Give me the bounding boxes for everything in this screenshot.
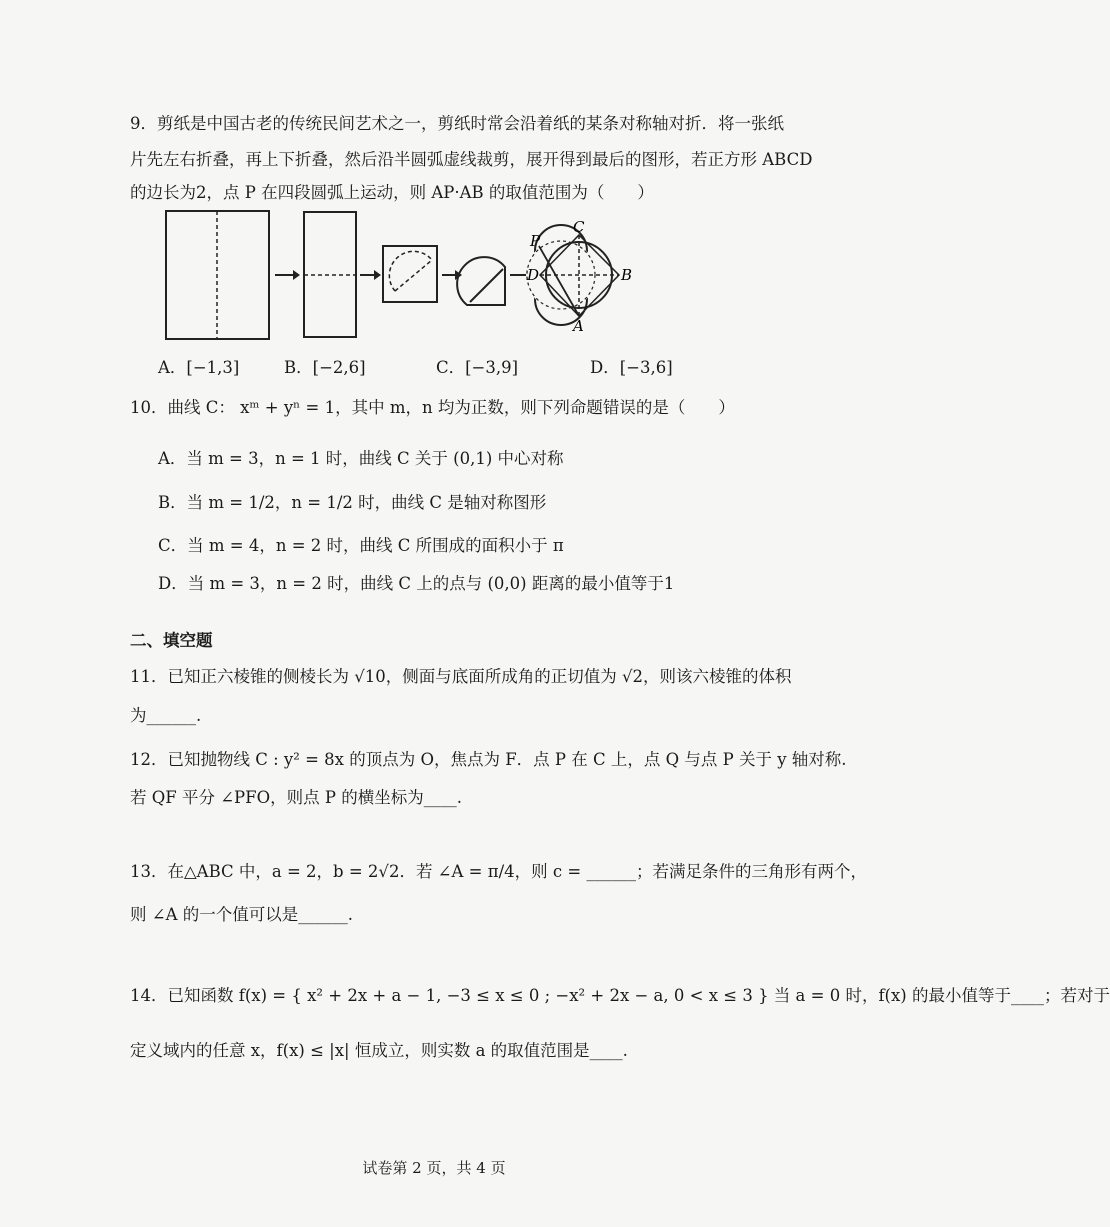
q14-line-1: 14．已知函数 f(x) = { x² + 2x + a − 1, −3 ≤ x ≤ 0 ; −x² + 2x − a, 0 < x ≤ 3 } 当 a = 0 时，f(x) 的最小值等于____；若对于: [130, 986, 1110, 1005]
q13-line-2: 则 ∠A 的一个值可以是______.: [130, 905, 353, 924]
q12-line-1: 12．已知抛物线 C : y² = 8x 的顶点为 O，焦点为 F．点 P 在 C 上，点 Q 与点 P 关于 y 轴对称.: [130, 750, 847, 769]
fig-label-B: B: [621, 266, 633, 284]
q14-line-2: 定义域内的任意 x，f(x) ≤ |x| 恒成立，则实数 a 的取值范围是____.: [130, 1041, 628, 1060]
paper-cutting-figure: [155, 205, 635, 340]
fig-label-A: A: [573, 317, 584, 335]
fig-label-C: C: [573, 218, 585, 236]
q9-line-1: 9．剪纸是中国古老的传统民间艺术之一，剪纸时常会沿着纸的某条对称轴对折．将一张纸: [130, 114, 784, 133]
q10-option-d: D．当 m = 3，n = 2 时，曲线 C 上的点与 (0,0) 距离的最小值等于1: [158, 574, 675, 593]
q9-line-2: 片先左右折叠，再上下折叠，然后沿半圆弧虚线裁剪，展开得到最后的图形，若正方形 ABCD: [130, 150, 813, 169]
section-heading-fill-in: 二、填空题: [130, 631, 213, 650]
q10-option-b: B．当 m = 1/2，n = 1/2 时，曲线 C 是轴对称图形: [158, 493, 547, 512]
q9-option-c: C．[−3,9]: [436, 358, 519, 377]
q9-option-d: D．[−3,6]: [590, 358, 673, 377]
q11-line-2: 为______.: [130, 706, 202, 725]
q12-line-2: 若 QF 平分 ∠PFO，则点 P 的横坐标为____.: [130, 788, 462, 807]
q13-line-1: 13．在△ABC 中，a = 2，b = 2√2．若 ∠A = π/4，则 c = ______；若满足条件的三角形有两个，: [130, 862, 867, 881]
q10-option-a: A．当 m = 3，n = 1 时，曲线 C 关于 (0,1) 中心对称: [158, 449, 564, 468]
q10-stem: 10．曲线 C： xᵐ + yⁿ = 1，其中 m，n 均为正数，则下列命题错误的是（ ）: [130, 398, 735, 417]
fig-label-P: P: [530, 232, 541, 250]
q10-option-c: C．当 m = 4，n = 2 时，曲线 C 所围成的面积小于 π: [158, 536, 564, 555]
q9-option-a: A．[−1,3]: [158, 358, 240, 377]
q9-option-b: B．[−2,6]: [284, 358, 366, 377]
page-footer: 试卷第 2 页，共 4 页: [362, 1159, 506, 1177]
fig-label-D: D: [527, 266, 540, 284]
q9-line-3: 的边长为2，点 P 在四段圆弧上运动，则 AP·AB 的取值范围为（ ）: [130, 183, 654, 202]
q11-line-1: 11．已知正六棱锥的侧棱长为 √10，侧面与底面所成角的正切值为 √2，则该六棱锥的体积: [130, 667, 792, 686]
